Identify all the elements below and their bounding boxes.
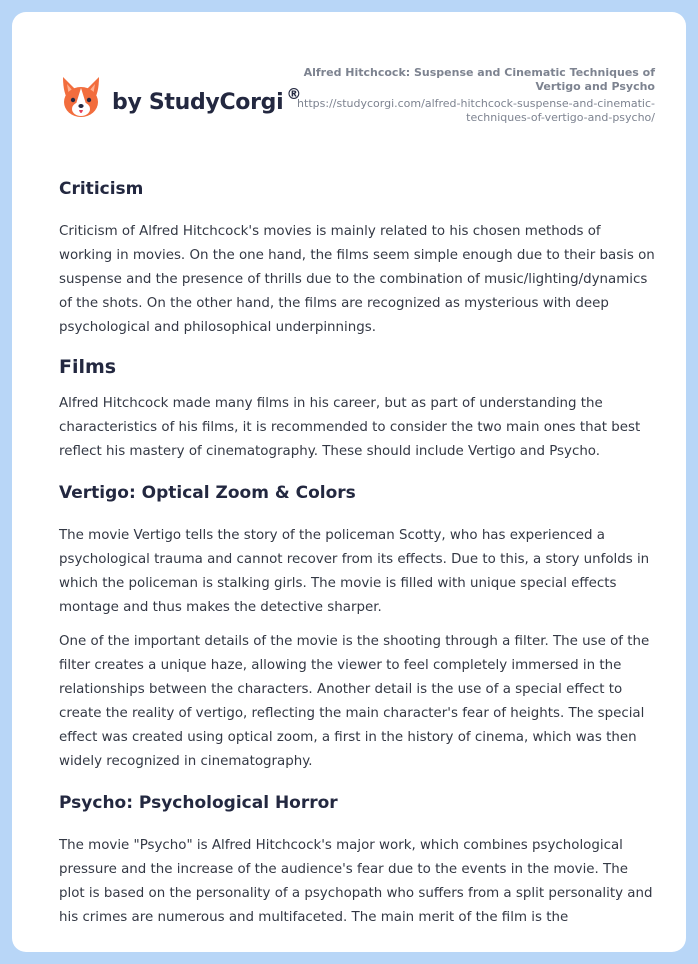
heading-criticism: Criticism [59, 179, 144, 199]
brand-name: by StudyCorgi ® [112, 85, 302, 115]
document-url[interactable]: https://studycorgi.com/alfred-hitchcock-suspense-and-cinematic-techniques-of-vertigo-and-psycho/ [297, 97, 655, 124]
document-title: Alfred Hitchcock: Suspense and Cinematic Techniques of Vertigo and Psycho [303, 66, 655, 93]
heading-films: Films [59, 356, 117, 378]
registered-mark: ® [286, 85, 302, 103]
paragraph-films: Alfred Hitchcock made many films in his career, but as part of understanding the characteristics of his films, it is recommended to consider the two main ones that best reflect his mastery of cinematography. These should include Vertigo and Psycho. [59, 396, 641, 459]
paragraph-vertigo-2: One of the important details of the movie is the shooting through a filter. The use of the filter creates a unique haze, allowing the viewer to feel completely immersed in the relationships between the characters. Another detail is the use of a special effect to create the reality of vertigo, reflecting the main character's fear of heights. The special effect was created using optical zoom, a first in the history of cinema, which was then widely recognized in cinematography. [59, 634, 650, 769]
document-body [59, 178, 655, 930]
document-meta [295, 66, 655, 125]
paragraph-criticism: Criticism of Alfred Hitchcock's movies is mainly related to his chosen methods of working in movies. On the one hand, the films seem simple enough due to their basis on suspense and the presence of thrills due to the combination of music/lighting/dynamics of the shots. On the other hand, the films are recognized as mysterious with deep psychological and philosophical underpinnings. [59, 224, 655, 335]
corgi-head-icon [60, 76, 102, 120]
studycorgi-logo[interactable] [60, 76, 301, 120]
heading-vertigo: Vertigo: Optical Zoom & Colors [59, 483, 356, 503]
document-page [12, 12, 686, 952]
heading-psycho: Psycho: Psychological Horror [59, 793, 338, 813]
paragraph-psycho: The movie "Psycho" is Alfred Hitchcock's major work, which combines psychological pressure and the increase of the audience's fear due to the events in the movie. The plot is based on the personality of a psychopath who suffers from a split personality and his crimes are numerous and multifaceted. The main merit of the film is the [59, 838, 653, 925]
paragraph-vertigo-1: The movie Vertigo tells the story of the policeman Scotty, who has experienced a psychological trauma and cannot recover from its effects. Due to this, a story unfolds in which the policeman is stalking girls. The movie is filled with unique special effects montage and thus makes the detective sharper. [59, 528, 650, 615]
